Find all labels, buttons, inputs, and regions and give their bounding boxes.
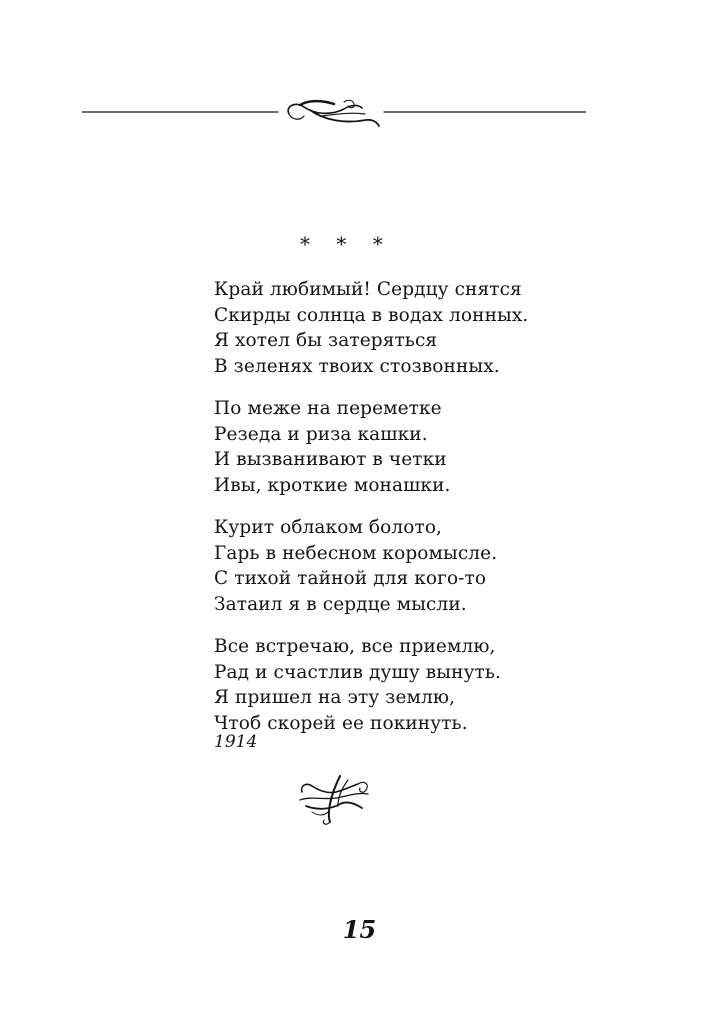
poem-line: С тихой тайной для кого-то bbox=[214, 568, 487, 589]
poem-line: Я пришел на эту землю, bbox=[214, 687, 456, 708]
poem-line: Резеда и риза кашки. bbox=[214, 423, 428, 445]
flourish-divider-icon bbox=[82, 94, 586, 134]
poem-line: По меже на переметке bbox=[214, 398, 442, 419]
poem bbox=[214, 277, 528, 753]
poem-line: Затаил я в сердце мысли. bbox=[214, 593, 467, 615]
poem-line: Рад и счастлив душу вынуть. bbox=[214, 661, 502, 683]
poem-line: Я хотел бы затеряться bbox=[214, 330, 438, 351]
stanza bbox=[214, 277, 528, 379]
poem-year: 1914 bbox=[214, 732, 258, 752]
poem-line: Чтоб скорей ее покинуть. bbox=[214, 712, 468, 734]
poem-line: Гарь в небесном коромысле. bbox=[214, 542, 498, 564]
page-number: 15 bbox=[342, 915, 377, 944]
poem-line: Все встречаю, все приемлю, bbox=[214, 636, 496, 657]
flourish-tailpiece-icon bbox=[296, 770, 372, 828]
section-mark: * * * bbox=[300, 232, 393, 256]
poem-line: Курит облаком болото, bbox=[214, 517, 443, 538]
poem-line: Ивы, кроткие монашки. bbox=[214, 474, 451, 496]
poem-line: Скирды солнца в водах лонных. bbox=[214, 304, 529, 326]
stanza bbox=[214, 634, 528, 736]
poem-line: И вызванивают в четки bbox=[214, 449, 447, 470]
stanza bbox=[214, 515, 528, 617]
stanza bbox=[214, 396, 528, 498]
poem-line: В зеленях твоих стозвонных. bbox=[214, 355, 500, 377]
poem-line: Край любимый! Сердцу снятся bbox=[214, 279, 522, 300]
